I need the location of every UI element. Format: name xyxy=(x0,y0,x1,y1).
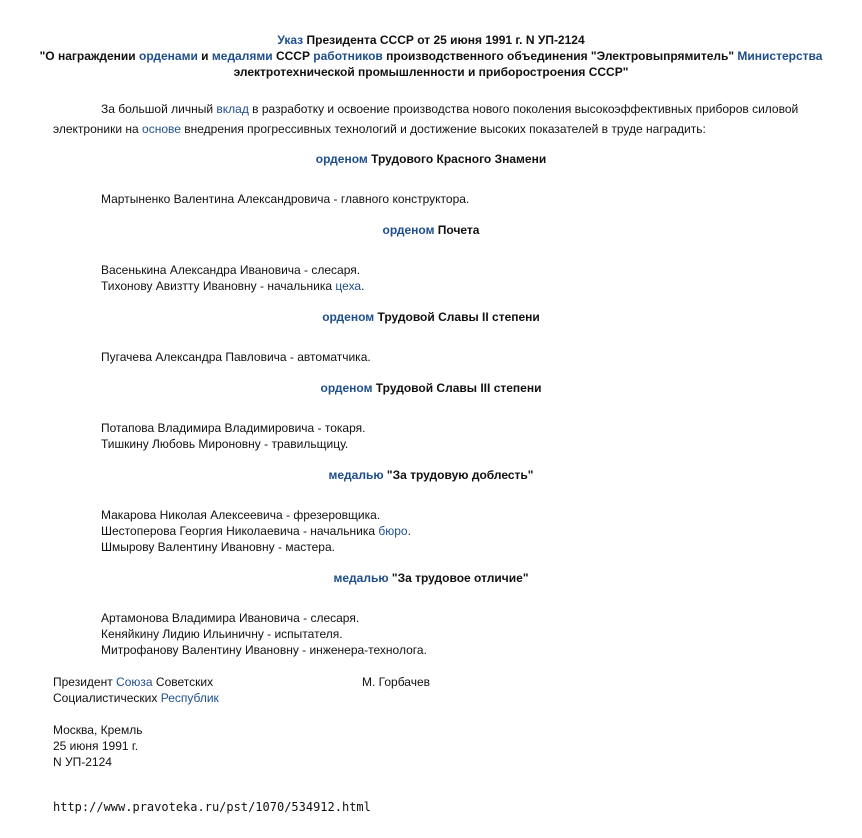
link-award-type[interactable]: медалью xyxy=(333,571,389,585)
link-award-type[interactable]: орденом xyxy=(382,223,435,237)
award-recipient: Тихонову Авизтту Ивановну - начальника цеха. xyxy=(101,279,365,293)
link-rabotnikov[interactable]: работников xyxy=(313,49,383,63)
link-vklad[interactable]: вклад xyxy=(216,102,249,116)
award-recipient: Кеняйкину Лидию Ильиничну - испытателя. xyxy=(101,627,343,641)
award-recipient: Макарова Николая Алексеевича - фрезеровщика. xyxy=(101,508,381,522)
section-heading: орденом Трудовой Славы III степени xyxy=(320,381,542,395)
link-ordenami[interactable]: орденами xyxy=(139,49,198,63)
award-recipient: Васенькина Александра Ивановича - слесаря. xyxy=(101,263,361,277)
link-byuro[interactable]: бюро xyxy=(378,524,408,538)
award-recipient: Пугачева Александра Павловича - автоматчика. xyxy=(101,350,371,364)
link-award-type[interactable]: орденом xyxy=(320,381,373,395)
date: 25 июня 1991 г. xyxy=(53,739,139,753)
signature-title-line1: Президент Союза Советских xyxy=(53,675,214,689)
decree-title-line2: "О награждении орденами и медалями СССР работников производственного объединения "Электровыпрямитель" Министерства xyxy=(39,49,823,63)
section-heading: медалью "За трудовую доблесть" xyxy=(328,468,534,482)
decree-title-line3: электротехнической промышленности и приборостроения СССР" xyxy=(233,65,629,79)
section-heading: орденом Почета xyxy=(382,223,480,237)
decree-number: N УП-2124 xyxy=(53,755,112,769)
link-award-type[interactable]: медалью xyxy=(328,468,384,482)
award-recipient: Тишкину Любовь Мироновну - травильщицу. xyxy=(101,437,349,451)
award-recipient: Мартыненко Валентина Александровича - главного конструктора. xyxy=(101,192,470,206)
decree-title-line1: Указ Президента СССР от 25 июня 1991 г. N УП-2124 xyxy=(277,33,585,47)
link-respublik[interactable]: Республик xyxy=(160,691,219,705)
award-recipient: Артамонова Владимира Ивановича - слесаря. xyxy=(101,611,360,625)
link-medalyami[interactable]: медалями xyxy=(211,49,273,63)
link-award-type[interactable]: орденом xyxy=(315,152,368,166)
link-osnove[interactable]: основе xyxy=(142,122,181,136)
award-recipient: Шестоперова Георгия Николаевича - начальника бюро. xyxy=(101,524,411,538)
signatory-name: М. Горбачев xyxy=(362,675,431,689)
link-ministerstva[interactable]: Министерства xyxy=(737,49,823,63)
link-ukaz[interactable]: Указ xyxy=(277,33,304,47)
section-heading: орденом Трудового Красного Знамени xyxy=(315,152,547,166)
link-tseha[interactable]: цеха xyxy=(335,279,362,293)
link-award-type[interactable]: орденом xyxy=(322,310,375,324)
place: Москва, Кремль xyxy=(53,723,143,737)
intro-line1: За большой личный вклад в разработку и освоение производства нового поколения высокоэффективных приборов силовой xyxy=(101,102,799,116)
source-url: http://www.pravoteka.ru/pst/1070/534912.html xyxy=(53,800,371,814)
award-recipient: Потапова Владимира Владимировича - токаря. xyxy=(101,421,366,435)
award-recipient: Шмырову Валентину Ивановну - мастера. xyxy=(101,540,335,554)
signature-title-line2: Социалистических Республик xyxy=(53,691,219,705)
section-heading: орденом Трудовой Славы II степени xyxy=(322,310,540,324)
award-recipient: Митрофанову Валентину Ивановну - инженера-технолога. xyxy=(101,643,427,657)
section-heading: медалью "За трудовое отличие" xyxy=(333,571,529,585)
intro-line2: электроники на основе внедрения прогрессивных технологий и достижение высоких показателей в труде наградить: xyxy=(53,122,706,136)
link-soyuza[interactable]: Союза xyxy=(116,675,153,689)
